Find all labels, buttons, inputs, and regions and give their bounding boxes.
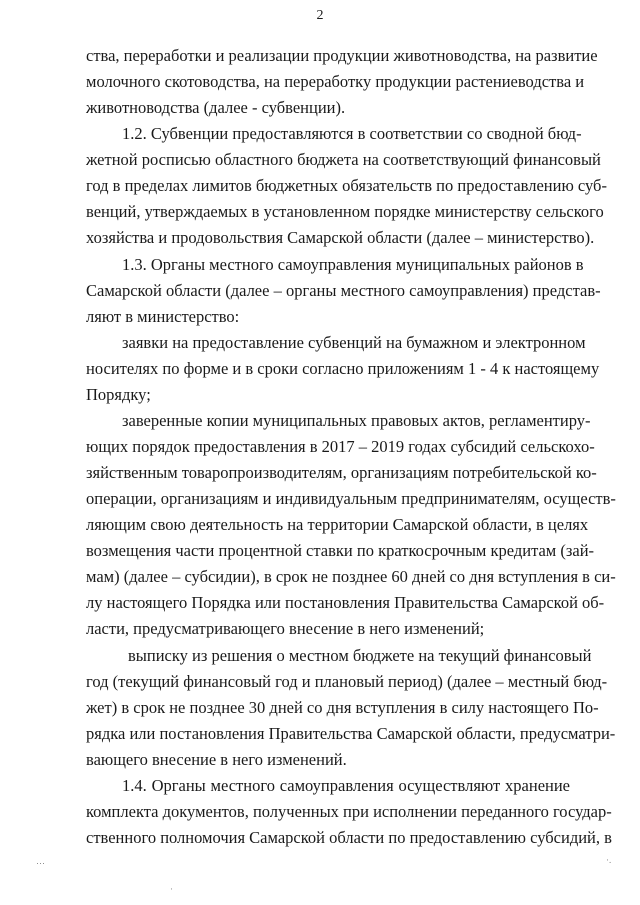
text-line: 1.2. Субвенции предоставляются в соответствии со сводной бюд- — [122, 124, 582, 143]
text-line: заявки на предоставление субвенций на бумажном и электронном — [122, 333, 586, 352]
text-line: жет) в срок не позднее 30 дней со дня вступления в силу настоящего По- — [86, 698, 599, 717]
text-line: носителях по форме и в сроки согласно приложениям 1 - 4 к настоящему — [86, 359, 600, 378]
text-line: жетной росписью областного бюджета на соответствующий финансовый — [86, 150, 601, 169]
text-line: вающего внесение в него изменений. — [86, 750, 347, 769]
text-line: год (текущий финансовый год и плановый период) (далее – местный бюд- — [86, 672, 608, 691]
text-line: хозяйства и продовольствия Самарской области (далее – министерство). — [86, 228, 595, 247]
text-line: 1.4. Органы местного самоуправления осуществляют хранение — [122, 776, 570, 795]
text-line: рядка или постановления Правительства Самарской области, предусматри- — [86, 724, 616, 743]
text-line: ющих порядок предоставления в 2017 – 2019 годах субсидий сельскохо- — [86, 437, 595, 456]
text-line: лу настоящего Порядка или постановления Правительства Самарской об- — [86, 593, 605, 612]
text-line: заверенные копии муниципальных правовых актов, регламентиру- — [122, 411, 591, 430]
text-line: выписку из решения о местном бюджете на текущий финансовый — [128, 646, 592, 665]
text-line: Порядку; — [86, 385, 151, 404]
text-line: мам) (далее – субсидии), в срок не позднее 60 дней со дня вступления в си- — [86, 567, 616, 586]
text-line: молочного скотоводства, на переработку продукции растениеводства и — [86, 72, 585, 91]
text-line: 1.3. Органы местного самоуправления муниципальных районов в — [122, 255, 584, 274]
text-line: операции, организациям и индивидуальным предпринимателям, осуществ- — [86, 489, 616, 508]
scan-speck: ·. — [606, 855, 612, 865]
scan-speck: · — [170, 884, 173, 894]
scan-speck: ⋯ — [36, 858, 45, 868]
text-line: животноводства (далее - субвенции). — [86, 98, 346, 117]
text-line: ственного полномочия Самарской области по предоставлению субсидий, в — [86, 828, 612, 847]
text-line: комплекта документов, полученных при исполнении переданного государ- — [86, 802, 612, 821]
text-line: ласти, предусматривающего внесение в него изменений; — [86, 619, 485, 638]
text-line: Самарской области (далее – органы местного самоуправления) представ- — [86, 281, 601, 300]
text-line: год в пределах лимитов бюджетных обязательств по предоставлению суб- — [86, 176, 607, 195]
text-line: венций, утверждаемых в установленном порядке министерству сельского — [86, 202, 604, 221]
text-line: зяйственным товаропроизводителям, организациям потребительской ко- — [86, 463, 597, 482]
text-line: ляют в министерство: — [86, 307, 240, 326]
text-line: ляющим свою деятельность на территории Самарской области, в целях — [86, 515, 589, 534]
text-line: возмещения части процентной ставки по краткосрочным кредитам (зай- — [86, 541, 595, 560]
text-line: ства, переработки и реализации продукции животноводства, на развитие — [86, 46, 598, 65]
page-number: 2 — [316, 8, 324, 23]
